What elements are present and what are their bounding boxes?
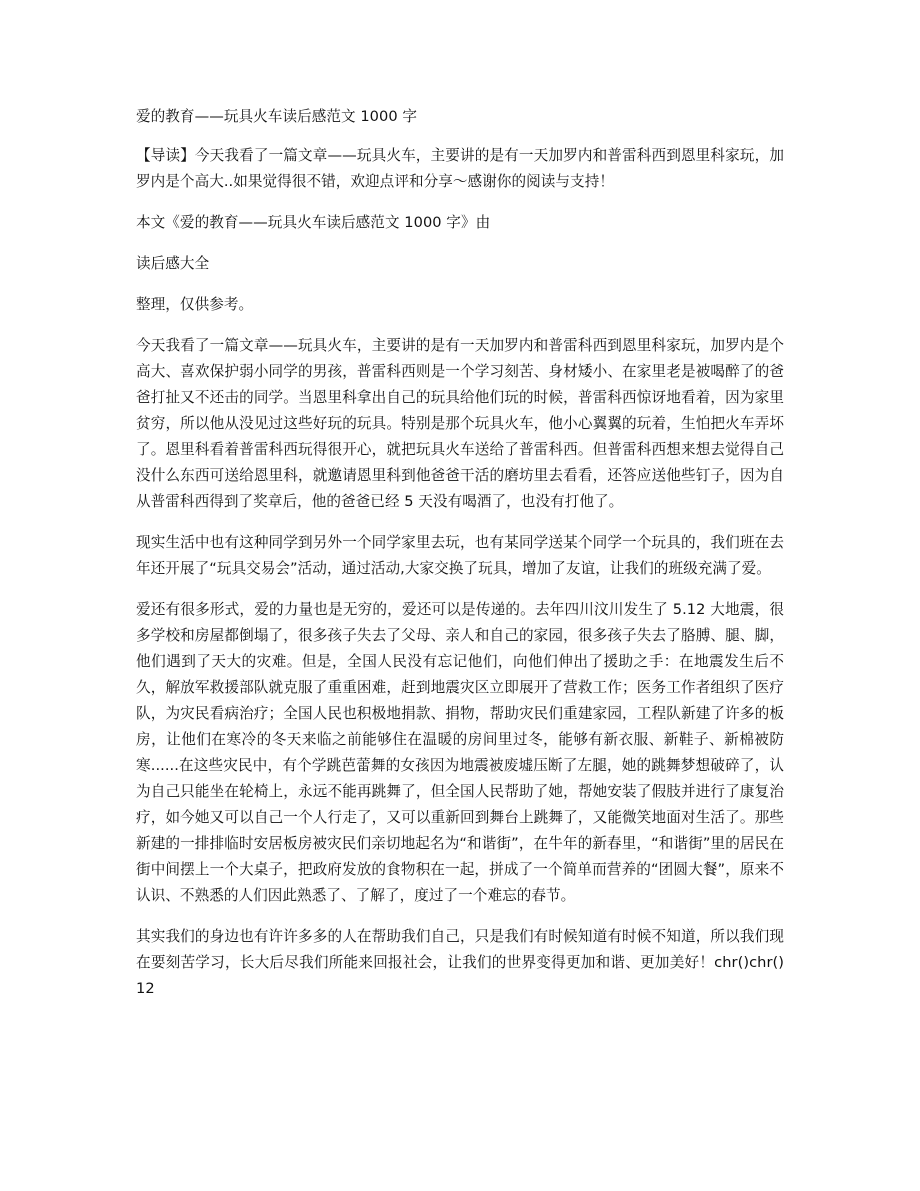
intro-paragraph: 【导读】今天我看了一篇文章——玩具火车，主要讲的是有一天加罗内和普雷科西到恩里科家玩，加罗内是个高大..如果觉得很不错，欢迎点评和分享～感谢你的阅读与支持！ (136, 147, 784, 190)
body-paragraph: 其实我们的身边也有许许多多的人在帮助我们自己，只是我们有时候知道有时候不知道，所以我们现在要刻苦学习，长大后尽我们所能来回报社会，让我们的世界变得更加和谐、更加美好！chr()chr()12 (136, 928, 784, 997)
body-paragraph: 今天我看了一篇文章——玩具火车，主要讲的是有一天加罗内和普雷科西到恩里科家玩，加罗内是个高大、喜欢保护弱小同学的男孩，普雷科西则是一个学习刻苦、身材矮小、在家里老是被喝醉了的爸爸打扯又不还击的同学。当恩里科拿出自己的玩具给他们玩的时候，普雷科西惊讶地看着，因为家里贫穷，所以他从没见过这些好玩的玩具。特别是那个玩具火车，他小心翼翼的玩着，生怕把火车弄坏了。恩里科看着普雷科西玩得很开心，就把玩具火车送给了普雷科西。但普雷科西想来想去觉得自己没什么东西可送给恩里科，就邀请恩里科到他爸爸干活的磨坊里去看看，还答应送他些钉子，因为自从普雷科西得到了奖章后，他的爸爸已经 5 天没有喝酒了，也没有打他了。 (136, 337, 784, 510)
source-name: 读后感大全 (136, 255, 210, 272)
body-paragraph: 爱还有很多形式，爱的力量也是无穷的，爱还可以是传递的。去年四川汶川发生了 5.12 大地震，很多学校和房屋都倒塌了，很多孩子失去了父母、亲人和自己的家园，很多孩子失去了胳膊、腿、脚，他们遇到了天大的灾难。但是，全国人民没有忘记他们，向他们伸出了援助之手：在地震发生后不久，解放军救援部队就克服了重重困难，赶到地震灾区立即展开了营救工作；医务工作者组织了医疗队，为灾民看病治疗；全国人民也积极地捐款、捐物，帮助灾民们重建家园，工程队新建了许多的板房，让他们在寒冷的冬天来临之前能够住在温暖的房间里过冬，能够有新衣服、新鞋子、新棉被防寒......在这些灾民中，有个学跳芭蕾舞的女孩因为地震被废墟压断了左腿，她的跳舞梦想破碎了，认为自己只能坐在轮椅上，永远不能再跳舞了，但全国人民帮助了她，帮她安装了假肢并进行了康复治疗，如今她又可以自己一个人行走了，又可以重新回到舞台上跳舞了，又能微笑地面对生活了。那些新建的一排排临时安居板房被灾民们亲切地起名为“和谐街”，在牛年的新春里，“和谐街”里的居民在街中间摆上一个大桌子，把政府发放的食物积在一起，拼成了一个简单而营养的“团圆大餐”，原来不认识、不熟悉的人们因此熟悉了、了解了，度过了一个难忘的春节。 (136, 601, 784, 904)
source-note: 整理，仅供参考。 (136, 296, 254, 313)
document-page (136, 104, 784, 1017)
source-line: 本文《爱的教育——玩具火车读后感范文 1000 字》由 (136, 214, 491, 231)
document-title: 爱的教育——玩具火车读后感范文 1000 字 (136, 108, 418, 125)
body-paragraph: 现实生活中也有这种同学到另外一个同学家里去玩，也有某同学送某个同学一个玩具的，我们班在去年还开展了“玩具交易会”活动，通过活动,大家交换了玩具，增加了友谊，让我们的班级充满了爱。 (136, 534, 784, 577)
